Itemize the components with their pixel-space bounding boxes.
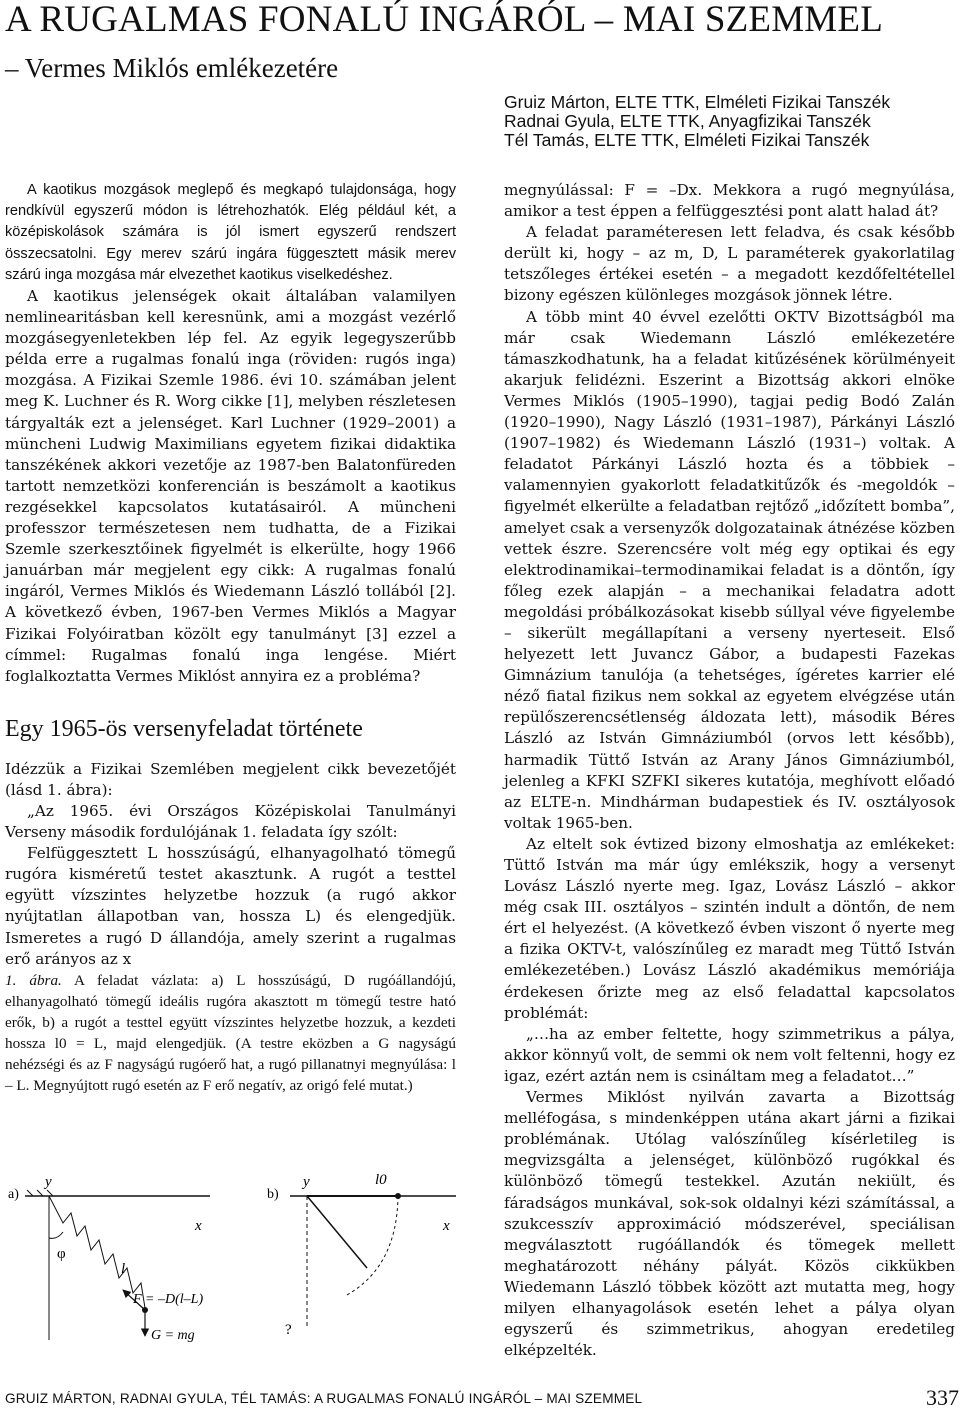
quote-paragraph: „…ha az ember feltette, hogy szimmetrikus a pálya, akkor könnyű volt, de semmi ok nem volt feltenni, hogy ez igaz, ezért aztán nem is csináltam meg a feladatot…”: [504, 1024, 955, 1085]
right-column: [504, 180, 955, 1361]
article-subtitle: – Vermes Miklós emlékezetére: [5, 53, 339, 83]
body-paragraph: A több mint 40 évvel ezelőtti OKTV Bizottságból ma már csak Wiedemann László emlékezetére támaszkodhatunk, ha a feladat kitűzésének körülményeit akarjuk felidézni. Eszerint a Bizottság akkori elnöke Vermes Miklós (1905–1990), tagjai pedig Bodó Zalán (1920–1990), Nagy László (1931–1987), Párkányi László (1907–1982) és Wiedemann László (1931–) voltak. A feladatot Párkányi László hozta és a többiek – valamennyien gyakorlott feladatkitűzők és -megoldók – figyelmét elkerülte a feladatban rejtőző „időzített bomba”, amelyet csak a versenyzők dolgozatainak átnézése közben vettek észre. Szerencsére volt még egy optikai és egy elektrodinamikai–termodinamikai feladat is a döntőn, így főleg ezek alapján – a mechanikai feladatra adott megoldási próbálkozásokat kisebb súllyal véve figyelembe – sikerült megállapítani a verseny nyerteseit. Első helyezett lett Juvancz Gábor, a budapesti Fazekas Gimnázium tanulója (a tehetséges, ígéretes karrier elé néző fiatal fizikus nem sokkal az egyetem elvégzése után repülőszerencsétlenség áldozata lett), második Béres László az István Gimnáziumból (orvos lett később), harmadik Tüttő István az Arany János Gimnáziumból, jelenleg a KFKI SZFKI sikeres kutatója, meghívott előadó az ELTE-n. Mindhárman budapestiek és IV. osztályosok voltak 1965-ben.: [504, 307, 955, 832]
panel-a-hatch: [37, 1190, 43, 1196]
body-paragraph: megnyúlással: F = –Dx. Mekkora a rugó megnyúlása, amikor a test éppen a felfüggesztési pont alatt halad át?: [504, 181, 955, 221]
author-line: Gruiz Márton, ELTE TTK, Elméleti Fizikai Tanszék: [504, 92, 891, 112]
panel-a-hatch: [27, 1190, 33, 1196]
body-paragraph: Felfüggesztett L hosszúságú, elhanyagolható tömegű rugóra kisméretű testet akasztunk. A rugót a testtel együtt vízszintes helyzetbe hozzuk (a rugó akkor nyújtatlan állapotban van, hossza L) és elengedjük. Ismeretes a rugó D állandója, amely szerint a rugalmas erő arányos az x: [5, 844, 456, 968]
left-column: [5, 180, 456, 1096]
panel-b-l0-label: l0: [375, 1172, 387, 1188]
force-F-label: F = –D(l–L): [133, 1292, 204, 1307]
section-heading: Egy 1965-ös versenyfeladat története: [5, 715, 363, 742]
force-G-label: G = mg: [151, 1328, 195, 1343]
body-paragraph: Vermes Miklóst nyilván zavarta a Bizottság melléfogása, s mindenképpen utána akart járni a fizikai problémának. Utólag valószínűleg kísérletileg is megvizsgálta a jelenséget, különböző rugókkal és különböző tömegű testekkel. Azután nekiült, és fáradságos munkával, sok-sok oldalnyi kézi számítással, a szukcesszív approximáció módszerével, speciálisan megválasztott rugóállandók és tömegek mellett meghatározott néhány pályát. Közös cikkükben Wiedemann László többek között azt mutatta meg, hogy milyen elhanyagolások esetén lehet a pálya olyan egyszerű és szimmetrikus, ahogyan eredetileg elképzelték.: [504, 1088, 955, 1360]
author-list: [504, 93, 956, 150]
caption-label: 1. ábra.: [5, 971, 62, 989]
panel-b-y-label: y: [303, 1174, 310, 1190]
panel-b-label: b): [267, 1187, 279, 1202]
angle-phi-label: φ: [57, 1246, 66, 1262]
caption-text: A feladat vázlata: a) L hosszúságú, D rugóállandójú, elhanyagolható tömegű ideális rugóra akasztott m tömegű testre ható erők, b) a rugót a testtel együtt vízszintes helyzetbe hozzuk, a kezdeti hossza l0 = L, majd elengedjük. (A testre eközben a G nagyságú nehézségi és az F nagyságú rugóerő hat, a rugó pillanatnyi megnyúlása: l – L. Megnyújtott rugó esetén az F erő negatív, az origó felé mutat.): [5, 971, 456, 1095]
panel-a-hatch: [47, 1190, 53, 1196]
panel-b-question-label: ?: [285, 1322, 292, 1338]
length-l-label: l: [121, 1261, 126, 1277]
panel-a-y-label: y: [45, 1174, 52, 1190]
panel-a-x-label: x: [195, 1218, 202, 1234]
panel-b-x-label: x: [443, 1218, 450, 1234]
panel-a-label: a): [8, 1187, 19, 1202]
author-line: Radnai Gyula, ELTE TTK, Anyagfizikai Tanszék: [504, 111, 871, 131]
panel-b-trajectory: [345, 1196, 398, 1296]
body-paragraph: Az eltelt sok évtized bizony elmoshatja az emlékeket: Tüttő István ma már úgy emlékszik, hogy a versenyt Lovász László nyerte meg. Igaz, Lovász László – akkor még csak III. osztályos – szintén indult a döntőn, de nem ért el helyezést. (A következő évben viszont ő nyerte meg a fizika OKTV-t, valószínűleg ez maradt meg Tüttő István emlékezetében.) Lovász László akadémikus memóriája érdekesen őrizte meg az első feladattal kapcsolatos problémát:: [504, 834, 955, 1022]
author-line: Tél Tamás, ELTE TTK, Elméleti Fizikai Tanszék: [504, 130, 870, 150]
panel-b-swing: [307, 1196, 367, 1268]
angle-arc: [49, 1232, 63, 1238]
running-footer: GRUIZ MÁRTON, RADNAI GYULA, TÉL TAMÁS: A RUGALMAS FONALÚ INGÁRÓL – MAI SZEMMEL: [5, 1391, 643, 1406]
body-paragraph: A feladat paraméteresen lett feladva, és csak később derült ki, hogy – az m, D, L paraméterek gyakorlatilag tetszőleges értékei esetén – a megadott kezdőfeltétellel bizony egészen különleges mozgások jönnek létre.: [504, 223, 955, 305]
body-paragraph: „Az 1965. évi Országos Középiskolai Tanulmányi Verseny második fordulójának 1. feladata így szólt:: [5, 801, 456, 842]
figure-caption: [5, 970, 456, 1097]
page-number: 337: [926, 1385, 959, 1410]
article-title: A RUGALMAS FONALÚ INGÁRÓL – MAI SZEMMEL: [5, 0, 884, 40]
body-paragraph: Idézzük a Fizikai Szemlében megjelent cikk bevezetőjét (lásd 1. ábra):: [5, 759, 456, 799]
figure-1: [5, 1168, 456, 1358]
body-paragraph: A kaotikus jelenségek okait általában valamilyen nemlinearitásban kell keresnünk, ami a mozgást vezérlő mozgásegyenletekben lép fel. Az egyik legegyszerűbb példa erre a rugalmas fonalú inga (röviden: rugós inga) mozgása. A Fizikai Szemle 1986. évi 10. számában jelent meg K. Luchner és R. Worg cikke [1], melyben részletesen tárgyalták ezt a jelenséget. Karl Luchner (1929–2001) a müncheni Ludwig Maximilians egyetem fizikai didaktika tanszékének akkori vezetője az 1987-ben Balatonfüreden tartott nemzetközi konferencián is beszámolt a kaotikus rezgésekkel kapcsolatos kutatásairól. A müncheni professzor természetesen nem tudhatta, de a Fizikai Szemle szerkesztőinek figyelmét is elkerülte, hogy 1966 januárban már megjelent egy cikk: A rugalmas fonalú ingáról, Vermes Miklós és Wiedemann László tollából [2]. A következő évben, 1967-ben Vermes Miklós a Magyar Fizikai Folyóiratban közölt egy tanulmányt [3] ezzel a címmel: Rugalmas fonalú inga lengése. Miért foglalkoztatta Vermes Miklóst annyira ez a probléma?: [5, 287, 456, 685]
intro-paragraph: A kaotikus mozgások meglepő és megkapó tulajdonsága, hogy rendkívül egyszerű módon is létrehozhatók. Elég például két, a középiskolások számára is jól ismert egyszerű rendszert összecsatolni. Egy merev szárú ingára függesztett másik merev szárú inga mozgása már elvezethet kaotikus viselkedéshez.: [5, 182, 456, 283]
